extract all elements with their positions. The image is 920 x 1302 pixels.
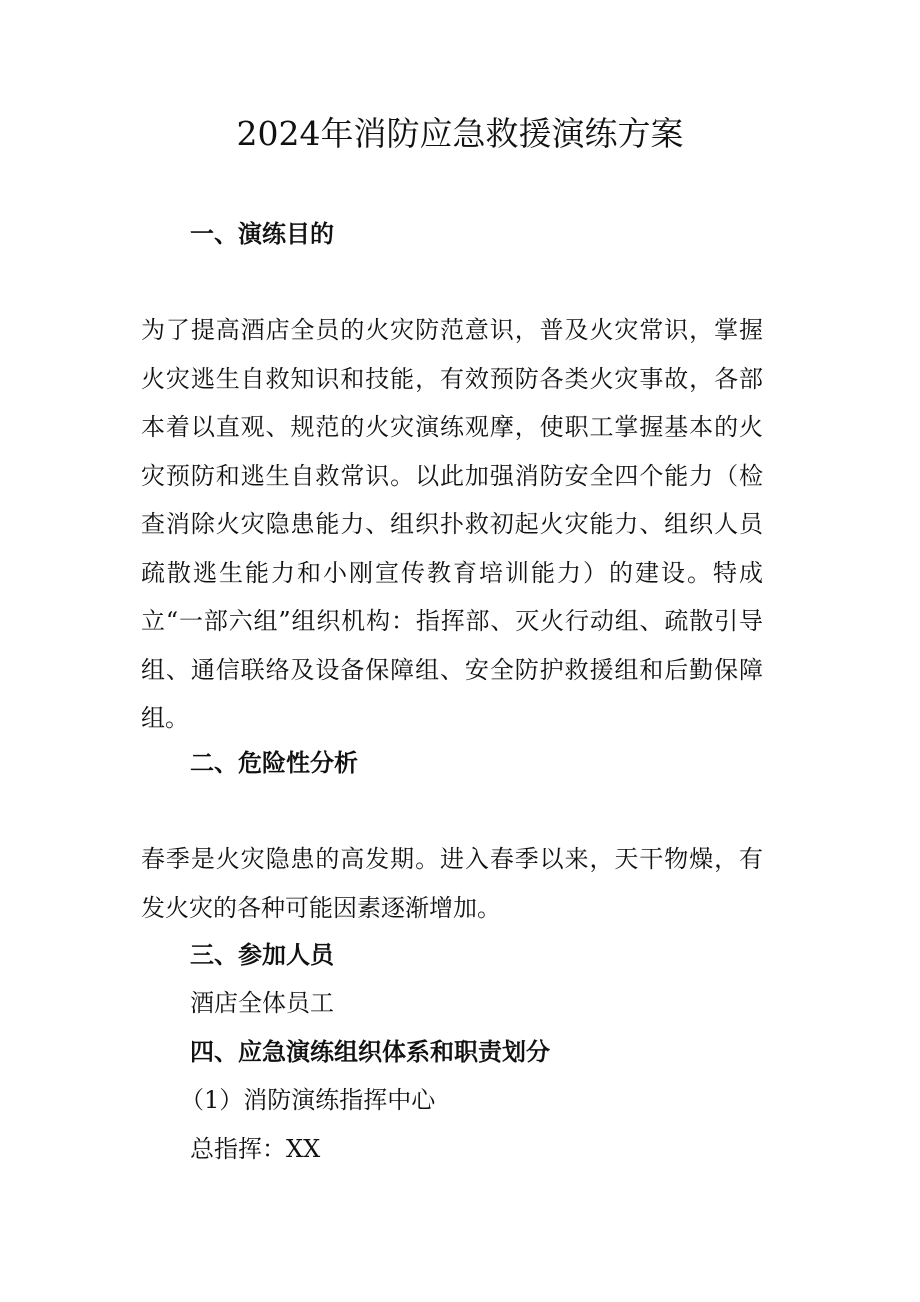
section-body-purpose: 为了提高酒店全员的火灾防范意识，普及火灾常识，掌握火灾逃生自救知识和技能，有效预防各类火灾事故，各部本着以直观、规范的火灾演练观摩，使职工掌握基本的火灾预防和逃生自救常识。以此加强消防安全四个能力（检查消除火灾隐患能力、组织扑救初起火灾能力、组织人员疏散逃生能力和小刚宣传教育培训能力）的建设。特成立“一部六组”组织机构：指挥部、灭火行动组、疏散引导组、通信联络及设备保障组、安全防护救援组和后勤保障组。 xyxy=(141,316,763,732)
section-body-participants: 酒店全体员工 xyxy=(190,989,334,1017)
section-heading-participants: 三、参加人员 xyxy=(190,940,334,969)
commander-line: 总指挥：XX xyxy=(190,1135,321,1163)
document-title: 2024年消防应急救援演练方案 xyxy=(236,114,684,153)
section-heading-risk-analysis: 二、危险性分析 xyxy=(190,748,358,777)
section-heading-organization: 四、应急演练组织体系和职责划分 xyxy=(190,1037,550,1066)
section-body-risk-analysis: 春季是火灾隐患的高发期。进入春季以来，天干物燥，有发火灾的各种可能因素逐渐增加。 xyxy=(141,845,763,922)
subsection-command-center: （1）消防演练指挥中心 xyxy=(180,1086,436,1114)
section-heading-purpose: 一、演练目的 xyxy=(190,219,334,248)
